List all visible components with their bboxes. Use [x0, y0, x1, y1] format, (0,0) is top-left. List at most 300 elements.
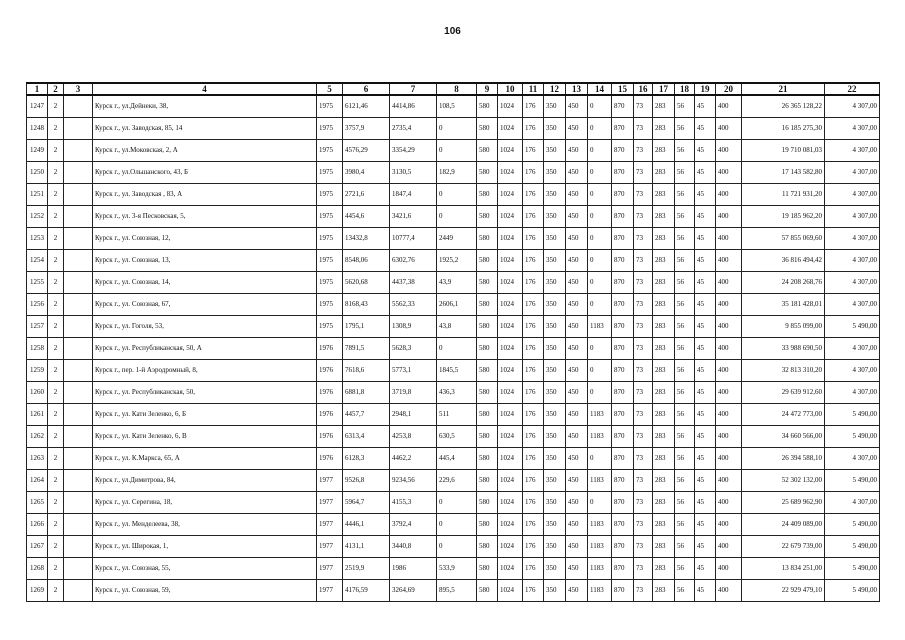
table-cell-col-15: 870 [612, 316, 634, 338]
table-cell-col-15: 870 [612, 272, 634, 294]
table-cell-col-13: 450 [566, 294, 588, 316]
table-cell-col-13: 450 [566, 382, 588, 404]
table-cell-col-3 [64, 470, 93, 492]
address-cell: Курск г., ул.Дейнеки, 38, [93, 95, 317, 118]
table-cell-col-20: 400 [716, 162, 742, 184]
table-cell-col-21: 19 710 081,03 [742, 140, 825, 162]
table-cell-col-5: 1977 [317, 514, 343, 536]
table-cell-col-21: 52 302 132,00 [742, 470, 825, 492]
table-row [27, 250, 880, 272]
table-cell-col-22: 4 307,00 [825, 272, 880, 294]
table-cell-col-8: 445,4 [437, 448, 477, 470]
table-cell-col-20: 400 [716, 272, 742, 294]
column-header-14: 14 [588, 83, 612, 95]
table-cell-col-16: 73 [634, 382, 653, 404]
table-row [27, 580, 880, 602]
table-cell-col-17: 283 [653, 360, 675, 382]
table-cell-col-2: 2 [48, 536, 64, 558]
table-cell-col-22: 5 490,00 [825, 404, 880, 426]
table-cell-col-18: 56 [675, 184, 695, 206]
table-cell-col-17: 283 [653, 514, 675, 536]
table-cell-col-15: 870 [612, 448, 634, 470]
table-cell-col-10: 1024 [498, 294, 523, 316]
column-header-2: 2 [48, 83, 64, 95]
table-cell-col-3 [64, 382, 93, 404]
table-cell-col-3 [64, 338, 93, 360]
table-cell-col-19: 45 [695, 118, 716, 140]
table-row [27, 470, 880, 492]
table-cell-col-14: 1183 [588, 404, 612, 426]
table-cell-col-9: 580 [477, 95, 498, 118]
table-cell-col-11: 176 [523, 426, 544, 448]
table-cell-col-3 [64, 228, 93, 250]
table-cell-col-19: 45 [695, 360, 716, 382]
table-cell-col-9: 580 [477, 184, 498, 206]
table-cell-col-20: 400 [716, 140, 742, 162]
table-cell-col-15: 870 [612, 470, 634, 492]
table-row [27, 272, 880, 294]
table-cell-col-15: 870 [612, 580, 634, 602]
table-cell-col-9: 580 [477, 250, 498, 272]
table-cell-col-11: 176 [523, 118, 544, 140]
table-cell-col-14: 0 [588, 448, 612, 470]
table-cell-col-18: 56 [675, 426, 695, 448]
table-cell-col-15: 870 [612, 162, 634, 184]
table-cell-col-9: 580 [477, 206, 498, 228]
table-cell-col-6: 4176,59 [343, 580, 390, 602]
table-cell-col-2: 2 [48, 162, 64, 184]
table-cell-col-2: 2 [48, 558, 64, 580]
table-cell-col-9: 580 [477, 448, 498, 470]
table-cell-col-19: 45 [695, 294, 716, 316]
table-cell-col-5: 1977 [317, 580, 343, 602]
table-cell-col-20: 400 [716, 316, 742, 338]
table-cell-col-16: 73 [634, 404, 653, 426]
table-row [27, 492, 880, 514]
table-cell-col-15: 870 [612, 228, 634, 250]
table-cell-col-19: 45 [695, 492, 716, 514]
table-cell-col-1: 1256 [27, 294, 48, 316]
table-cell-col-17: 283 [653, 294, 675, 316]
address-cell: Курск г., ул. Широкая, 1, [93, 536, 317, 558]
table-cell-col-8: 0 [437, 492, 477, 514]
table-cell-col-8: 1845,5 [437, 360, 477, 382]
table-cell-col-3 [64, 118, 93, 140]
table-cell-col-5: 1976 [317, 360, 343, 382]
table-cell-col-22: 5 490,00 [825, 426, 880, 448]
table-cell-col-6: 3980,4 [343, 162, 390, 184]
table-cell-col-8: 0 [437, 338, 477, 360]
table-cell-col-21: 26 394 588,10 [742, 448, 825, 470]
table-cell-col-12: 350 [544, 448, 566, 470]
address-cell: Курск г., ул. Союзная, 59, [93, 580, 317, 602]
table-cell-col-18: 56 [675, 470, 695, 492]
table-cell-col-17: 283 [653, 184, 675, 206]
table-cell-col-14: 0 [588, 118, 612, 140]
table-cell-col-2: 2 [48, 184, 64, 206]
address-cell: Курск г., ул. 3-я Песковская, 5, [93, 206, 317, 228]
table-cell-col-22: 4 307,00 [825, 492, 880, 514]
table-cell-col-11: 176 [523, 228, 544, 250]
table-cell-col-21: 17 143 582,80 [742, 162, 825, 184]
address-cell: Курск г., ул. Республиканская, 50, А [93, 338, 317, 360]
table-cell-col-22: 4 307,00 [825, 338, 880, 360]
table-cell-col-21: 34 660 566,00 [742, 426, 825, 448]
table-cell-col-11: 176 [523, 95, 544, 118]
table-cell-col-11: 176 [523, 448, 544, 470]
table-cell-col-5: 1977 [317, 492, 343, 514]
table-cell-col-17: 283 [653, 426, 675, 448]
table-cell-col-11: 176 [523, 580, 544, 602]
table-cell-col-12: 350 [544, 470, 566, 492]
column-header-18: 18 [675, 83, 695, 95]
table-cell-col-9: 580 [477, 162, 498, 184]
table-cell-col-3 [64, 162, 93, 184]
column-header-15: 15 [612, 83, 634, 95]
table-cell-col-12: 350 [544, 514, 566, 536]
table-cell-col-17: 283 [653, 250, 675, 272]
table-cell-col-16: 73 [634, 580, 653, 602]
table-cell-col-15: 870 [612, 382, 634, 404]
address-cell: Курск г., ул. Заводская , 83, А [93, 184, 317, 206]
table-cell-col-6: 7618,6 [343, 360, 390, 382]
table-cell-col-11: 176 [523, 382, 544, 404]
table-cell-col-13: 450 [566, 338, 588, 360]
table-cell-col-15: 870 [612, 492, 634, 514]
table-cell-col-22: 5 490,00 [825, 558, 880, 580]
table-cell-col-2: 2 [48, 118, 64, 140]
address-cell: Курск г., ул.Ольшанского, 43, Б [93, 162, 317, 184]
table-cell-col-13: 450 [566, 228, 588, 250]
table-row [27, 294, 880, 316]
table-cell-col-19: 45 [695, 470, 716, 492]
table-cell-col-17: 283 [653, 558, 675, 580]
table-cell-col-16: 73 [634, 272, 653, 294]
table-cell-col-14: 1183 [588, 426, 612, 448]
table-cell-col-17: 283 [653, 470, 675, 492]
table-cell-col-1: 1250 [27, 162, 48, 184]
table-cell-col-21: 36 816 494,42 [742, 250, 825, 272]
table-cell-col-16: 73 [634, 536, 653, 558]
table-cell-col-19: 45 [695, 382, 716, 404]
table-cell-col-13: 450 [566, 448, 588, 470]
table-cell-col-14: 0 [588, 272, 612, 294]
address-cell: Курск г., ул. Серегина, 18, [93, 492, 317, 514]
table-cell-col-14: 0 [588, 338, 612, 360]
table-cell-col-22: 5 490,00 [825, 536, 880, 558]
address-cell: Курск г., пер. 1-й Аэродромный, 8, [93, 360, 317, 382]
table-cell-col-2: 2 [48, 470, 64, 492]
table-row [27, 228, 880, 250]
table-cell-col-20: 400 [716, 338, 742, 360]
table-cell-col-18: 56 [675, 580, 695, 602]
table-cell-col-20: 400 [716, 95, 742, 118]
table-cell-col-14: 0 [588, 382, 612, 404]
table-row [27, 404, 880, 426]
table-cell-col-11: 176 [523, 184, 544, 206]
table-cell-col-20: 400 [716, 558, 742, 580]
table-cell-col-21: 19 185 962,20 [742, 206, 825, 228]
table-cell-col-13: 450 [566, 184, 588, 206]
table-cell-col-2: 2 [48, 316, 64, 338]
table-cell-col-13: 450 [566, 206, 588, 228]
table-cell-col-19: 45 [695, 140, 716, 162]
table-cell-col-13: 450 [566, 492, 588, 514]
table-cell-col-5: 1975 [317, 228, 343, 250]
table-cell-col-9: 580 [477, 470, 498, 492]
table-cell-col-13: 450 [566, 140, 588, 162]
column-header-17: 17 [653, 83, 675, 95]
table-cell-col-13: 450 [566, 470, 588, 492]
table-cell-col-10: 1024 [498, 272, 523, 294]
table-cell-col-8: 533,9 [437, 558, 477, 580]
table-cell-col-15: 870 [612, 404, 634, 426]
table-cell-col-5: 1976 [317, 426, 343, 448]
table-cell-col-14: 0 [588, 140, 612, 162]
column-header-1: 1 [27, 83, 48, 95]
table-cell-col-19: 45 [695, 514, 716, 536]
column-header-11: 11 [523, 83, 544, 95]
table-cell-col-5: 1975 [317, 316, 343, 338]
table-cell-col-15: 870 [612, 118, 634, 140]
table-cell-col-20: 400 [716, 404, 742, 426]
table-cell-col-5: 1976 [317, 382, 343, 404]
table-cell-col-19: 45 [695, 95, 716, 118]
table-cell-col-3 [64, 184, 93, 206]
table-cell-col-10: 1024 [498, 338, 523, 360]
table-cell-col-7: 3792,4 [390, 514, 437, 536]
column-header-16: 16 [634, 83, 653, 95]
table-cell-col-19: 45 [695, 184, 716, 206]
table-cell-col-5: 1975 [317, 140, 343, 162]
table-cell-col-22: 4 307,00 [825, 184, 880, 206]
table-cell-col-16: 73 [634, 250, 653, 272]
table-cell-col-9: 580 [477, 316, 498, 338]
table-cell-col-12: 350 [544, 162, 566, 184]
table-cell-col-20: 400 [716, 470, 742, 492]
table-cell-col-2: 2 [48, 360, 64, 382]
table-cell-col-7: 4462,2 [390, 448, 437, 470]
registry-table [26, 82, 880, 602]
table-cell-col-11: 176 [523, 514, 544, 536]
table-cell-col-9: 580 [477, 140, 498, 162]
table-cell-col-7: 5628,3 [390, 338, 437, 360]
table-cell-col-16: 73 [634, 228, 653, 250]
table-cell-col-14: 1183 [588, 316, 612, 338]
table-cell-col-9: 580 [477, 558, 498, 580]
table-row [27, 448, 880, 470]
address-cell: Курск г., ул.Димитрова, 84, [93, 470, 317, 492]
table-cell-col-19: 45 [695, 250, 716, 272]
table-cell-col-20: 400 [716, 184, 742, 206]
table-row [27, 536, 880, 558]
table-cell-col-14: 1183 [588, 580, 612, 602]
table-cell-col-1: 1269 [27, 580, 48, 602]
table-cell-col-7: 3440,8 [390, 536, 437, 558]
table-cell-col-8: 1925,2 [437, 250, 477, 272]
table-cell-col-9: 580 [477, 294, 498, 316]
table-cell-col-14: 0 [588, 206, 612, 228]
table-cell-col-10: 1024 [498, 404, 523, 426]
table-cell-col-1: 1263 [27, 448, 48, 470]
table-cell-col-8: 2606,1 [437, 294, 477, 316]
table-cell-col-9: 580 [477, 492, 498, 514]
table-cell-col-1: 1247 [27, 95, 48, 118]
table-cell-col-2: 2 [48, 294, 64, 316]
table-cell-col-22: 4 307,00 [825, 162, 880, 184]
table-cell-col-18: 56 [675, 228, 695, 250]
table-cell-col-11: 176 [523, 250, 544, 272]
table-cell-col-22: 4 307,00 [825, 250, 880, 272]
table-cell-col-1: 1249 [27, 140, 48, 162]
table-row [27, 140, 880, 162]
table-cell-col-8: 43,8 [437, 316, 477, 338]
column-header-8: 8 [437, 83, 477, 95]
table-cell-col-7: 3264,69 [390, 580, 437, 602]
table-cell-col-12: 350 [544, 140, 566, 162]
table-cell-col-13: 450 [566, 536, 588, 558]
address-cell: Курск г., ул. Заводская, 85, 14 [93, 118, 317, 140]
table-cell-col-12: 350 [544, 294, 566, 316]
table-cell-col-1: 1248 [27, 118, 48, 140]
table-cell-col-21: 9 855 099,00 [742, 316, 825, 338]
table-row [27, 316, 880, 338]
table-cell-col-14: 0 [588, 228, 612, 250]
table-cell-col-9: 580 [477, 514, 498, 536]
table-cell-col-16: 73 [634, 316, 653, 338]
table-cell-col-6: 5964,7 [343, 492, 390, 514]
table-cell-col-13: 450 [566, 95, 588, 118]
table-cell-col-6: 8168,43 [343, 294, 390, 316]
table-row [27, 338, 880, 360]
table-cell-col-12: 350 [544, 404, 566, 426]
address-cell: Курск г., ул. Союзная, 12, [93, 228, 317, 250]
table-cell-col-18: 56 [675, 382, 695, 404]
table-row [27, 514, 880, 536]
table-cell-col-5: 1975 [317, 250, 343, 272]
table-cell-col-18: 56 [675, 118, 695, 140]
table-cell-col-18: 56 [675, 338, 695, 360]
table-cell-col-16: 73 [634, 492, 653, 514]
table-cell-col-22: 4 307,00 [825, 140, 880, 162]
table-cell-col-14: 1183 [588, 470, 612, 492]
table-cell-col-10: 1024 [498, 580, 523, 602]
table-cell-col-7: 4253,8 [390, 426, 437, 448]
table-cell-col-7: 3719,8 [390, 382, 437, 404]
table-cell-col-14: 0 [588, 184, 612, 206]
table-cell-col-14: 0 [588, 162, 612, 184]
table-cell-col-12: 350 [544, 228, 566, 250]
table-cell-col-13: 450 [566, 404, 588, 426]
table-cell-col-5: 1977 [317, 470, 343, 492]
table-cell-col-10: 1024 [498, 228, 523, 250]
table-cell-col-6: 4446,1 [343, 514, 390, 536]
address-cell: Курск г., ул. Союзная, 14, [93, 272, 317, 294]
table-cell-col-3 [64, 514, 93, 536]
table-cell-col-11: 176 [523, 536, 544, 558]
table-cell-col-8: 0 [437, 118, 477, 140]
table-cell-col-20: 400 [716, 448, 742, 470]
table-cell-col-5: 1976 [317, 404, 343, 426]
table-cell-col-2: 2 [48, 426, 64, 448]
table-cell-col-6: 6121,46 [343, 95, 390, 118]
table-cell-col-6: 5620,68 [343, 272, 390, 294]
table-cell-col-2: 2 [48, 250, 64, 272]
table-cell-col-18: 56 [675, 492, 695, 514]
table-cell-col-15: 870 [612, 338, 634, 360]
table-cell-col-17: 283 [653, 118, 675, 140]
table-cell-col-9: 580 [477, 404, 498, 426]
table-cell-col-15: 870 [612, 536, 634, 558]
table-cell-col-11: 176 [523, 360, 544, 382]
address-cell: Курск г., ул. Менделеева, 38, [93, 514, 317, 536]
table-cell-col-14: 1183 [588, 558, 612, 580]
table-cell-col-12: 350 [544, 536, 566, 558]
table-cell-col-1: 1262 [27, 426, 48, 448]
table-cell-col-3 [64, 426, 93, 448]
table-cell-col-16: 73 [634, 162, 653, 184]
table-cell-col-9: 580 [477, 272, 498, 294]
table-cell-col-21: 26 365 128,22 [742, 95, 825, 118]
table-cell-col-20: 400 [716, 382, 742, 404]
table-cell-col-13: 450 [566, 580, 588, 602]
table-cell-col-17: 283 [653, 95, 675, 118]
table-cell-col-16: 73 [634, 338, 653, 360]
table-cell-col-18: 56 [675, 206, 695, 228]
table-cell-col-6: 2519,9 [343, 558, 390, 580]
table-cell-col-8: 108,5 [437, 95, 477, 118]
address-cell: Курск г., ул.Моковская, 2, А [93, 140, 317, 162]
table-cell-col-20: 400 [716, 514, 742, 536]
table-cell-col-2: 2 [48, 206, 64, 228]
table-cell-col-10: 1024 [498, 536, 523, 558]
table-cell-col-22: 4 307,00 [825, 95, 880, 118]
table-cell-col-6: 13432,8 [343, 228, 390, 250]
table-cell-col-14: 0 [588, 492, 612, 514]
table-cell-col-8: 436,3 [437, 382, 477, 404]
table-cell-col-21: 29 639 912,60 [742, 382, 825, 404]
table-cell-col-20: 400 [716, 294, 742, 316]
address-cell: Курск г., ул. Гоголя, 53, [93, 316, 317, 338]
table-cell-col-1: 1261 [27, 404, 48, 426]
table-row [27, 360, 880, 382]
table-cell-col-21: 24 208 268,76 [742, 272, 825, 294]
table-cell-col-22: 5 490,00 [825, 316, 880, 338]
table-cell-col-17: 283 [653, 580, 675, 602]
table-cell-col-10: 1024 [498, 206, 523, 228]
table-cell-col-16: 73 [634, 184, 653, 206]
table-cell-col-15: 870 [612, 360, 634, 382]
table-cell-col-1: 1267 [27, 536, 48, 558]
table-cell-col-19: 45 [695, 448, 716, 470]
column-header-10: 10 [498, 83, 523, 95]
table-cell-col-15: 870 [612, 426, 634, 448]
table-cell-col-16: 73 [634, 426, 653, 448]
table-cell-col-14: 1183 [588, 536, 612, 558]
table-cell-col-9: 580 [477, 118, 498, 140]
table-cell-col-22: 4 307,00 [825, 360, 880, 382]
table-cell-col-9: 580 [477, 536, 498, 558]
table-cell-col-5: 1975 [317, 118, 343, 140]
table-cell-col-9: 580 [477, 580, 498, 602]
table-cell-col-15: 870 [612, 184, 634, 206]
address-cell: Курск г., ул. Союзная, 13, [93, 250, 317, 272]
table-cell-col-10: 1024 [498, 360, 523, 382]
table-cell-col-19: 45 [695, 162, 716, 184]
table-cell-col-6: 6881,8 [343, 382, 390, 404]
table-cell-col-2: 2 [48, 404, 64, 426]
table-cell-col-21: 35 181 428,01 [742, 294, 825, 316]
